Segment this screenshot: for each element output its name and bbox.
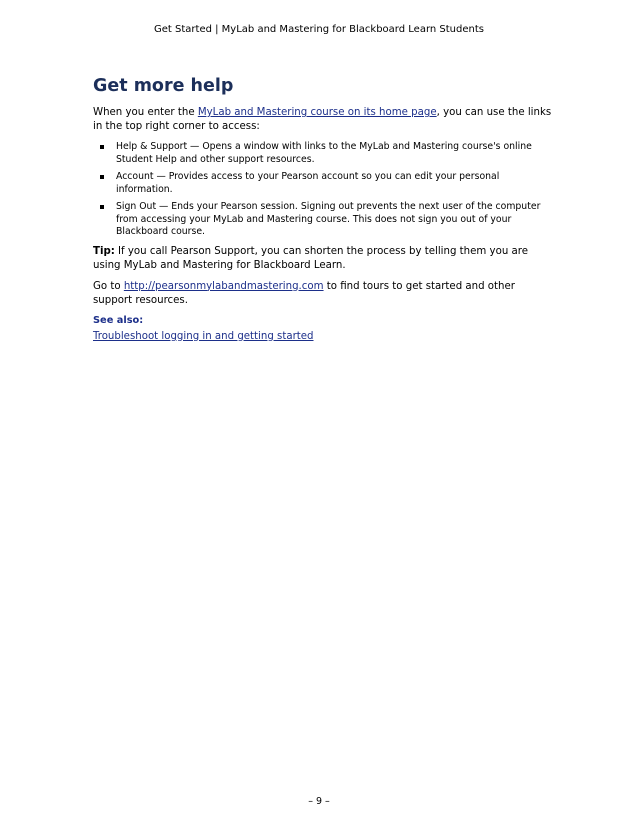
goto-paragraph: [93, 280, 553, 308]
bullet-icon: [100, 175, 104, 179]
intro-paragraph: [93, 106, 553, 134]
see-also-label: See also:: [93, 314, 144, 326]
goto-text-after: to find tours to get started and other support resources.: [93, 280, 515, 306]
bullet-icon: [100, 145, 104, 149]
tip-label: Tip:: [93, 245, 115, 257]
help-links-list: [93, 141, 553, 239]
intro-text-before: When you enter the: [93, 107, 198, 118]
tip-paragraph: [93, 245, 553, 273]
list-item-help-support: [93, 141, 553, 166]
goto-text-before: Go to: [93, 280, 124, 292]
list-item-text: Help & Support — Opens a window with links to the MyLab and Mastering course's online Student Help and other support resources.: [116, 141, 532, 165]
list-item-sign-out: [93, 201, 553, 239]
bullet-icon: [100, 205, 104, 209]
home-page-link[interactable]: MyLab and Mastering course on its home page: [197, 107, 437, 118]
page-number: – 9 –: [308, 796, 330, 807]
list-item-text: Account — Provides access to your Pearson account so you can edit your personal information.: [116, 171, 500, 195]
section-heading: Get more help: [93, 76, 234, 96]
pearson-url-link[interactable]: http://pearsonmylabandmastering.com: [123, 280, 324, 292]
list-item-text: Sign Out — Ends your Pearson session. Signing out prevents the next user of the computer from accessing your MyLab and Mastering course. This does not sign you out of your Blackboard course.: [116, 201, 541, 237]
page-content: [93, 75, 553, 344]
troubleshoot-link[interactable]: Troubleshoot logging in and getting started: [93, 330, 314, 342]
list-item-account: [93, 171, 553, 196]
intro-text-after: , you can use the links in the top right corner to access:: [93, 107, 552, 132]
tip-text: If you call Pearson Support, you can shorten the process by telling them you are using MyLab and Mastering for Blackboard Learn.: [93, 245, 528, 271]
running-header: Get Started | MyLab and Mastering for Blackboard Learn Students: [154, 24, 484, 35]
